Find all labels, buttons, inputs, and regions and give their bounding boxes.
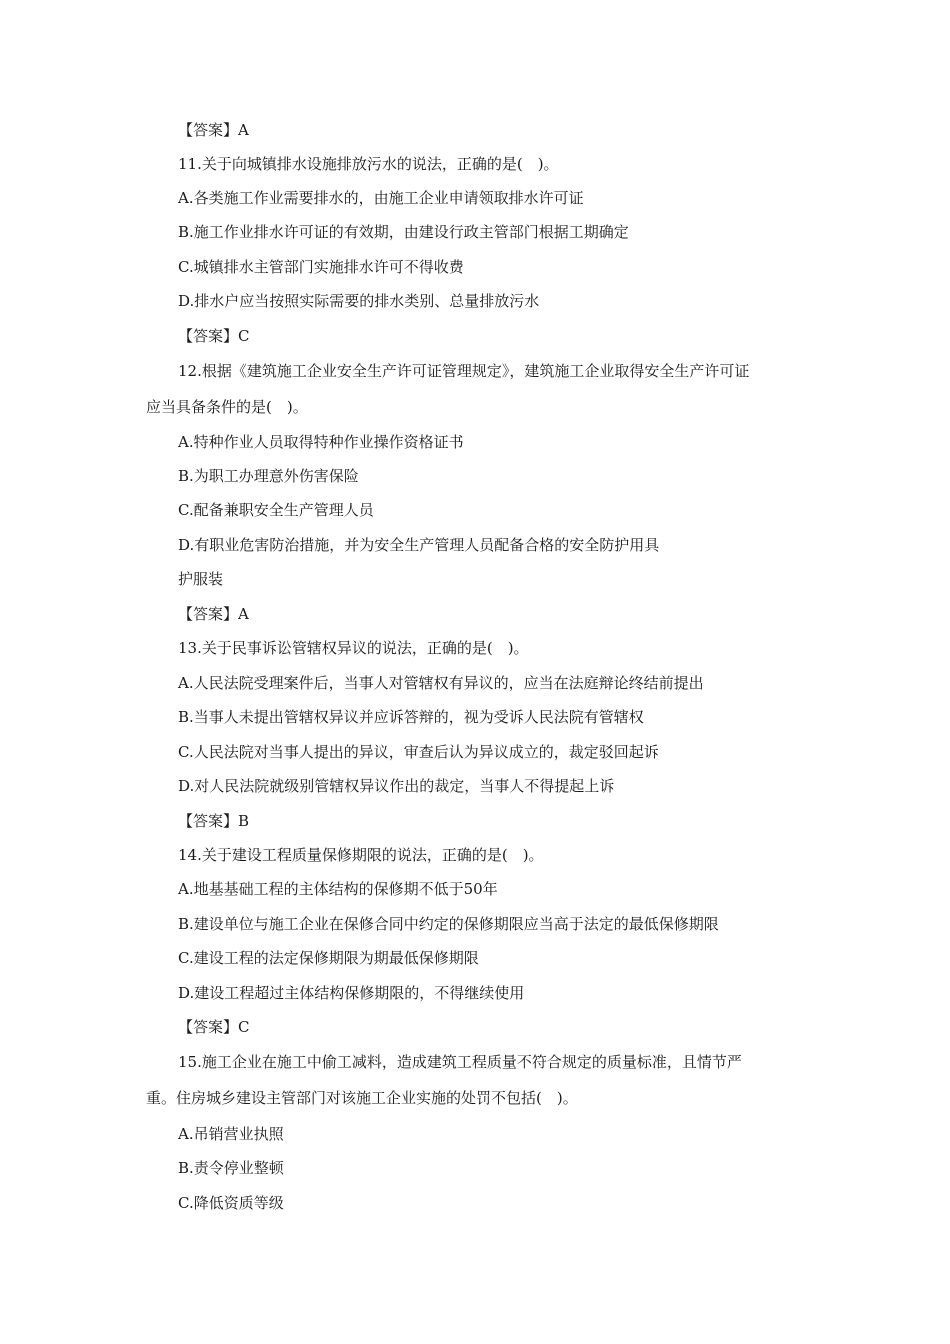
option-b: B.责令停业整顿 <box>178 1159 284 1177</box>
option-c: C.降低资质等级 <box>178 1194 284 1212</box>
option-a: A.吊销营业执照 <box>178 1125 284 1143</box>
option-d: D.排水户应当按照实际需要的排水类别、总量排放污水 <box>178 292 540 310</box>
answer-line: 【答案】C <box>178 327 250 345</box>
question-14: 14.关于建设工程质量保修期限的说法，正确的是( )。 <box>178 846 544 864</box>
option-a: A.人民法院受理案件后，当事人对管辖权有异议的，应当在法庭辩论终结前提出 <box>178 674 704 692</box>
option-c: C.建设工程的法定保修期限为期最低保修期限 <box>178 949 479 967</box>
option-b: B.建设单位与施工企业在保修合同中约定的保修期限应当高于法定的最低保修期限 <box>178 915 719 933</box>
option-a: A.地基基础工程的主体结构的保修期不低于50年 <box>178 880 498 898</box>
option-a: A.各类施工作业需要排水的，由施工企业申请领取排水许可证 <box>178 189 584 207</box>
question-11: 11.关于向城镇排水设施排放污水的说法，正确的是( )。 <box>178 155 559 173</box>
option-c: C.城镇排水主管部门实施排水许可不得收费 <box>178 258 464 276</box>
question-15: 15.施工企业在施工中偷工减料，造成建筑工程质量不符合规定的质量标准，且情节严 <box>178 1053 742 1071</box>
option-d: D.有职业危害防治措施，并为安全生产管理人员配备合格的安全防护用具 <box>178 536 660 554</box>
answer-line: 【答案】A <box>178 605 249 623</box>
question-13: 13.关于民事诉讼管辖权异议的说法，正确的是( )。 <box>178 639 529 657</box>
answer-line: 【答案】C <box>178 1018 250 1036</box>
question-12-continued: 应当具备条件的是( )。 <box>146 398 308 416</box>
option-c: C.配备兼职安全生产管理人员 <box>178 501 374 519</box>
option-b: B.为职工办理意外伤害保险 <box>178 467 359 485</box>
option-d: D.对人民法院就级别管辖权异议作出的裁定，当事人不得提起上诉 <box>178 777 615 795</box>
option-c: C.人民法院对当事人提出的异议，审查后认为异议成立的，裁定驳回起诉 <box>178 743 659 761</box>
option-d-continued: 护服装 <box>178 570 224 588</box>
option-b: B.当事人未提出管辖权异议并应诉答辩的，视为受诉人民法院有管辖权 <box>178 708 644 726</box>
option-b: B.施工作业排水许可证的有效期，由建设行政主管部门根据工期确定 <box>178 223 629 241</box>
answer-line: 【答案】A <box>178 121 249 139</box>
question-15-continued: 重。住房城乡建设主管部门对该施工企业实施的处罚不包括( )。 <box>146 1089 578 1107</box>
option-a: A.特种作业人员取得特种作业操作资格证书 <box>178 433 464 451</box>
question-12: 12.根据《建筑施工企业安全生产许可证管理规定》，建筑施工企业取得安全生产许可证 <box>178 362 750 380</box>
option-d: D.建设工程超过主体结构保修期限的，不得继续使用 <box>178 984 525 1002</box>
answer-line: 【答案】B <box>178 812 250 830</box>
